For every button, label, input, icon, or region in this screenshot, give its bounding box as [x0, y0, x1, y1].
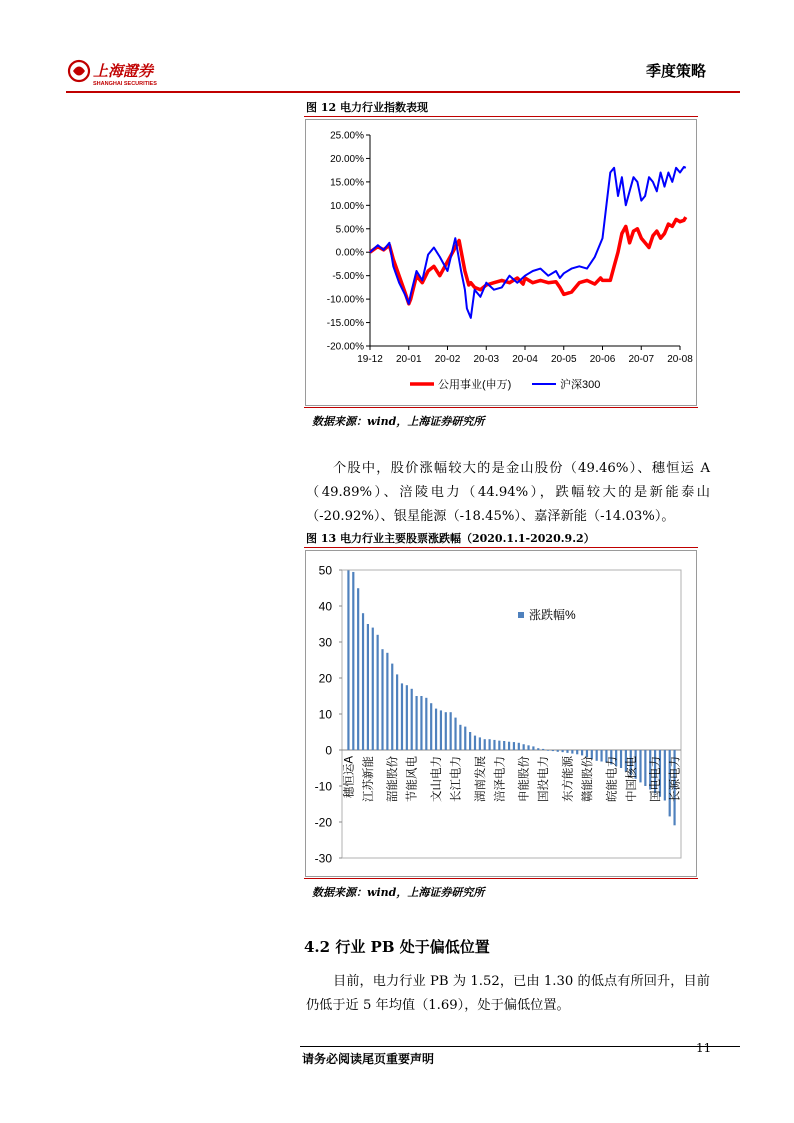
company-logo [66, 56, 176, 88]
y-tick-label: -10 [314, 779, 332, 794]
x-category-label: 长源电力 [669, 756, 682, 802]
bar [518, 743, 520, 750]
bar [401, 683, 403, 750]
page-number: 11 [696, 1041, 712, 1055]
x-tick-label: 20-01 [395, 354, 422, 365]
legend-label: 涨跌幅% [529, 608, 576, 622]
bar [415, 696, 417, 750]
y-tick-label: 5.00% [335, 224, 364, 236]
x-category-label: 申能股份 [518, 756, 531, 802]
x-category-label: 湖南发展 [474, 756, 487, 802]
report-type-title: 季度策略 [645, 62, 706, 80]
bar [600, 750, 602, 762]
bar [362, 613, 364, 750]
bar [469, 732, 471, 750]
bar [547, 750, 549, 751]
y-tick-label: 25.00% [330, 130, 364, 142]
bar [425, 698, 427, 750]
bar [357, 588, 359, 750]
x-category-label: 赣能股份 [581, 756, 594, 802]
figure-12-caption: 图 12 电力行业指数表现 [306, 101, 428, 114]
x-category-label: 文山电力 [431, 756, 444, 802]
figure-13-caption: 图 13 电力行业主要股票涨跌幅（2020.1.1-2020.9.2） [306, 532, 595, 545]
x-tick-label: 20-07 [628, 354, 655, 365]
bar [557, 750, 559, 752]
bar [445, 712, 447, 750]
bar [498, 741, 500, 750]
x-tick-label: 20-06 [589, 354, 616, 365]
figure-13-bottom-rule [304, 878, 698, 879]
bar [435, 709, 437, 750]
bar [484, 739, 486, 750]
logo-text: 上海證券 [93, 62, 154, 80]
y-tick-label: -30 [314, 851, 332, 866]
bar [464, 727, 466, 750]
section-heading: 4.2 行业 PB 处于偏低位置 [304, 938, 490, 956]
figure-13-rule [304, 547, 698, 548]
bar [459, 725, 461, 750]
x-tick-label: 20-03 [473, 354, 500, 365]
x-category-label: 江苏新能 [362, 756, 375, 802]
figure-12-chart [305, 119, 697, 406]
bar [372, 628, 374, 750]
bar [508, 742, 510, 750]
bar [352, 572, 354, 750]
x-category-label: 韶能股份 [387, 756, 400, 802]
bar [532, 746, 534, 750]
x-tick-label: 19-12 [357, 354, 383, 365]
bar [503, 741, 505, 750]
y-tick-label: -20.00% [326, 341, 364, 353]
bar [347, 570, 349, 750]
series-line [370, 217, 686, 304]
bar [377, 635, 379, 750]
bar [489, 739, 491, 750]
bar [396, 674, 398, 750]
bar [566, 750, 568, 753]
footer-divider [300, 1046, 740, 1047]
x-category-label: 长江电力 [450, 756, 463, 802]
legend-label: 公用事业(申万) [438, 379, 512, 391]
bar [542, 749, 544, 750]
y-tick-label: 50 [318, 563, 332, 578]
bar [479, 737, 481, 750]
bar [537, 748, 539, 750]
bar [562, 750, 564, 752]
bar [513, 742, 515, 750]
bar [664, 750, 666, 801]
y-tick-label: 40 [318, 599, 332, 614]
x-category-label: 中国核电 [625, 756, 638, 802]
y-tick-label: 15.00% [330, 177, 364, 189]
figure-12-bottom-rule [304, 407, 698, 408]
x-tick-label: 20-08 [667, 354, 693, 365]
y-tick-label: 30 [318, 635, 332, 650]
footer-disclaimer: 请务必阅读尾页重要声明 [302, 1052, 435, 1066]
bar [440, 710, 442, 750]
bar [493, 740, 495, 750]
bar [527, 745, 529, 750]
figure-13-source: 数据来源：wind，上海证券研究所 [312, 886, 485, 899]
x-category-label: 东方能源 [562, 756, 575, 802]
y-tick-label: 0 [325, 743, 332, 758]
bar [430, 703, 432, 750]
bar [367, 624, 369, 750]
x-tick-label: 20-02 [434, 354, 461, 365]
y-tick-label: -20 [314, 815, 332, 830]
x-category-label: 国投电力 [538, 756, 551, 802]
line-chart-svg [306, 120, 696, 405]
bar [576, 750, 578, 754]
bar [381, 649, 383, 750]
bar [474, 736, 476, 750]
header-divider [66, 91, 740, 93]
bar [386, 653, 388, 750]
x-tick-label: 20-05 [550, 354, 577, 365]
bar [411, 689, 413, 750]
y-tick-label: 0.00% [335, 247, 364, 259]
bar [454, 718, 456, 750]
bar [596, 750, 598, 761]
bar [523, 744, 525, 750]
y-tick-label: 20 [318, 671, 332, 686]
bar-chart-svg [306, 551, 696, 876]
legend-label: 沪深300 [560, 379, 601, 391]
series-line [370, 167, 686, 318]
x-category-label: 皖能电力 [606, 756, 619, 802]
logo-subtext: SHANGHAI SECURITIES [93, 81, 157, 87]
x-category-label: 国电电力 [650, 756, 663, 802]
bar [639, 750, 641, 782]
bar [552, 750, 554, 751]
bar [571, 750, 573, 754]
y-tick-label: -5.00% [332, 271, 364, 283]
bar [391, 664, 393, 750]
body-paragraph-2: 目前，电力行业 PB 为 1.52，已由 1.30 的低点有所回升，目前仍低于近 5 年均值（1.69），处于偏低位置。 [306, 974, 710, 1013]
x-category-label: 涪泽电力 [494, 756, 507, 802]
body-paragraph-1: 个股中，股价涨幅较大的是金山股份（49.46%）、穗恒运 A（49.89%）、涪陵电力（44.94%），跌幅较大的是新能泰山（-20.92%）、银星能源（-18.45%）、嘉泽新能（-14.03%）。 [306, 461, 710, 524]
bar [620, 750, 622, 768]
figure-12-rule [304, 116, 698, 117]
y-tick-label: 10.00% [330, 200, 364, 212]
legend-swatch [518, 612, 524, 618]
figure-12-source: 数据来源：wind，上海证券研究所 [312, 415, 485, 428]
y-tick-label: -15.00% [326, 318, 364, 330]
bar [420, 696, 422, 750]
x-category-label: 穗恒运A [343, 756, 356, 799]
x-tick-label: 20-04 [512, 354, 538, 365]
x-category-label: 节能风电 [406, 756, 419, 802]
bar [406, 685, 408, 750]
bar [644, 750, 646, 786]
y-tick-label: 20.00% [330, 153, 364, 165]
y-tick-label: -10.00% [326, 294, 364, 306]
bar [581, 750, 583, 755]
y-tick-label: 10 [318, 707, 332, 722]
bar [450, 712, 452, 750]
figure-13-chart [305, 550, 697, 877]
